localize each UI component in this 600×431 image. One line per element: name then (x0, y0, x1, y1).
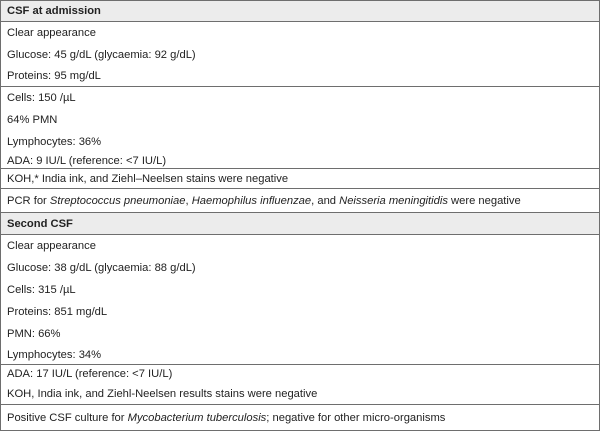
result-line (1, 189, 599, 213)
result-line (1, 323, 599, 345)
text-segment: Proteins: 95 mg/dL (7, 70, 101, 82)
result-line (1, 405, 599, 431)
organism-name: Haemophilus influenzae (191, 195, 312, 207)
section-second-culture (1, 404, 599, 430)
text-segment: , (185, 195, 192, 207)
text-segment: Lymphocytes: 36% (7, 136, 102, 148)
result-line (1, 365, 599, 383)
text-segment: PCR for (7, 195, 50, 207)
text-segment: ; negative for other micro-organisms (266, 412, 446, 424)
result-line (1, 301, 599, 323)
result-line (1, 383, 599, 405)
result-line (1, 169, 599, 189)
text-segment: , and (311, 195, 340, 207)
text-segment: ADA: 17 IU/L (reference: <7 IU/L) (7, 368, 173, 380)
section-heading (1, 213, 599, 235)
result-line (1, 345, 599, 365)
text-segment: Glucose: 38 g/dL (glycaemia: 88 g/dL) (7, 262, 196, 274)
section-admission-pcr (1, 188, 599, 212)
text-segment: ADA: 9 IU/L (reference: <7 IU/L) (7, 155, 167, 167)
organism-name: Streptococcus pneumoniae (49, 195, 186, 207)
text-segment: Cells: 315 /µL (7, 284, 76, 296)
text-segment: PMN: 66% (7, 328, 61, 340)
text-segment: Positive CSF culture for (7, 412, 128, 424)
text-segment: CSF at admission (7, 5, 101, 17)
text-segment: Proteins: 851 mg/dL (7, 306, 108, 318)
text-segment: 64% PMN (7, 114, 58, 126)
result-line (1, 22, 599, 44)
text-segment: Lymphocytes: 34% (7, 349, 102, 361)
section-admission-header (1, 1, 599, 21)
section-second-ada (1, 364, 599, 404)
result-line (1, 87, 599, 109)
text-segment: Second CSF (7, 218, 73, 230)
organism-name: Mycobacterium tuberculosis (127, 412, 267, 424)
section-admission-cells (1, 86, 599, 168)
text-segment: KOH, India ink, and Ziehl-Neelsen results stains were negative (7, 388, 318, 400)
result-line (1, 66, 599, 87)
result-line (1, 279, 599, 301)
text-segment: Glucose: 45 g/dL (glycaemia: 92 g/dL) (7, 49, 196, 61)
result-line (1, 131, 599, 153)
result-line (1, 153, 599, 169)
result-line (1, 109, 599, 131)
text-segment: were negative (447, 195, 521, 207)
result-line (1, 44, 599, 66)
organism-name: Neisseria meningitidis (339, 195, 448, 207)
result-line (1, 257, 599, 279)
text-segment: Clear appearance (7, 27, 96, 39)
section-second-basic (1, 234, 599, 364)
section-admission-basic (1, 21, 599, 86)
result-line (1, 235, 599, 257)
text-segment: Clear appearance (7, 240, 96, 252)
text-segment: KOH,* India ink, and Ziehl–Neelsen stains were negative (7, 173, 289, 185)
text-segment: Cells: 150 /µL (7, 92, 76, 104)
section-second-header (1, 212, 599, 234)
section-heading (1, 1, 599, 21)
section-admission-stains (1, 168, 599, 188)
